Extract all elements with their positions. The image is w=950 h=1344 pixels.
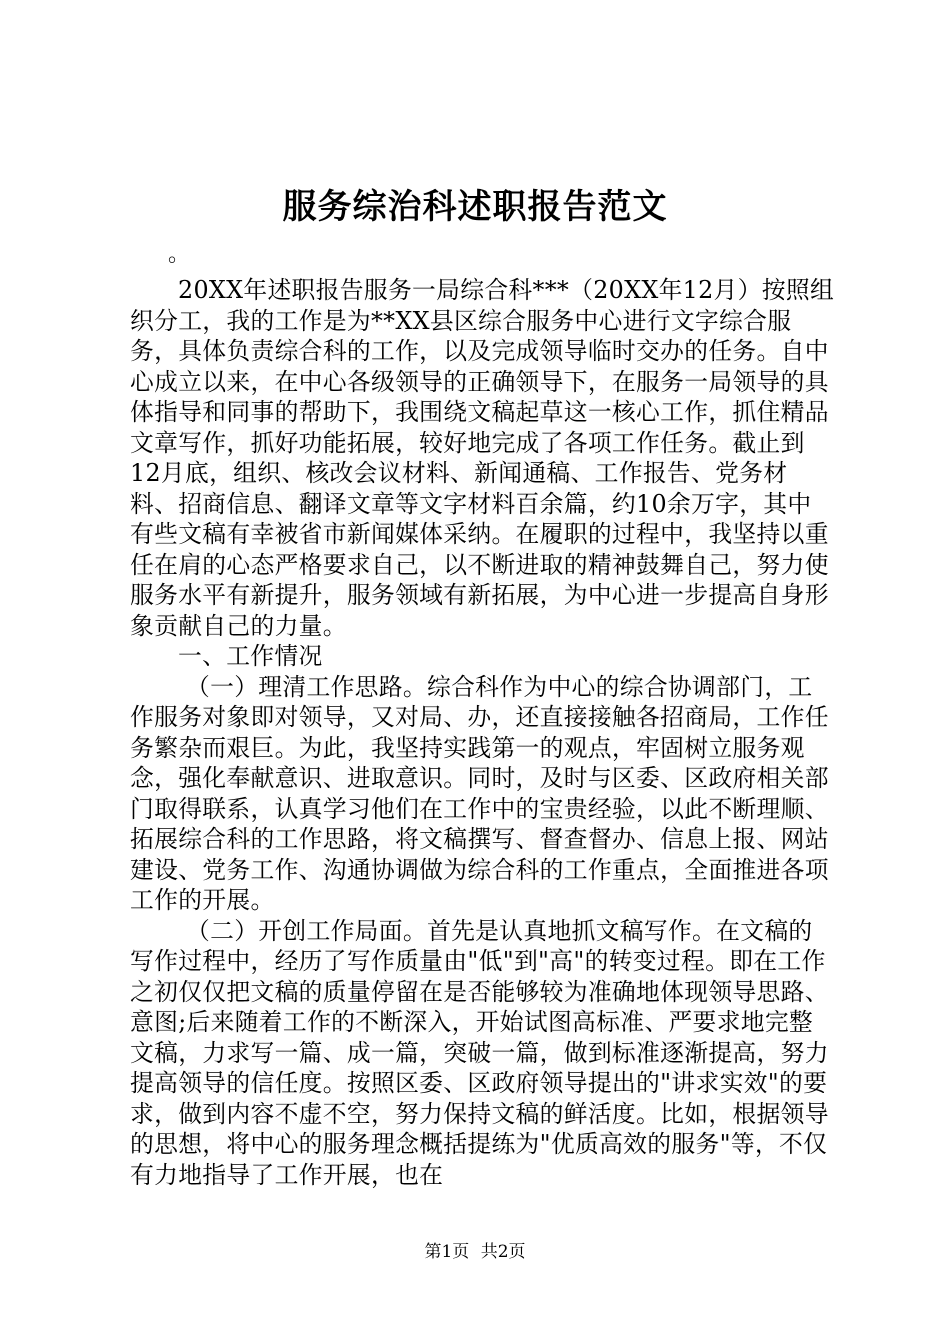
document-body [130,275,835,1190]
page-number: 第1页 [424,1242,470,1262]
section-heading-work-status: 一、工作情况 [178,642,323,670]
page-footer [0,1240,950,1264]
paragraph-section-2: （二）开创工作局面。首先是认真地抓文稿写作。在文稿的写作过程中，经历了写作质量由"低"到"高"的转变过程。即在工作之初仅仅把文稿的质量停留在是否能够较为准确地体现领导思路、意图;后来随着工作的不断深入，开始试图高标准、严要求地完整文稿，力求写一篇、成一篇，突破一篇，做到标准逐渐提高，努力提高领导的信任度。按照区委、区政府领导提出的"讲求实效"的要求，做到内容不虚不空，努力保持文稿的鲜活度。比如，根据领导的思想，将中心的服务理念概括提练为"优质高效的服务"等，不仅有力地指导了工作开展，也在 [130,916,829,1189]
paragraph-section-1: （一）理清工作思路。综合科作为中心的综合协调部门，工作服务对象即对领导，又对局、办，还直接接触各招商局，工作任务繁杂而艰巨。为此，我坚持实践第一的观点，牢固树立服务观念，强化奉献意识、进取意识。同时，及时与区委、区政府相关部门取得联系，认真学习他们在工作中的宝贵经验，以此不断理顺、拓展综合科的工作思路，将文稿撰写、督查督办、信息上报、网站建设、党务工作、沟通协调做为综合科的工作重点，全面推进各项工作的开展。 [130,672,829,914]
lead-mark: 。 [168,242,191,267]
page-total: 共2页 [480,1242,526,1262]
paragraph-intro: 20XX年述职报告服务一局综合科***（20XX年12月）按照组织分工，我的工作是为**XX县区综合服务中心进行文字综合服务，具体负责综合科的工作，以及完成领导临时交办的任务。自中心成立以来，在中心各级领导的正确领导下，在服务一局领导的具体指导和同事的帮助下，我围绕文稿起草这一核心工作，抓住精品文章写作，抓好功能拓展，较好地完成了各项工作任务。截止到12月底，组织、核改会议材料、新闻通稿、工作报告、党务材料、招商信息、翻译文章等文字材料百余篇，约10余万字，其中有些文稿有幸被省市新闻媒体采纳。在履职的过程中，我坚持以重任在肩的心态严格要求自己，以不断进取的精神鼓舞自己，努力使服务水平有新提升，服务领域有新拓展，为中心进一步提高自身形象贡献自己的力量。 [130,276,835,640]
document-title: 服务综治科述职报告范文 [282,187,668,227]
